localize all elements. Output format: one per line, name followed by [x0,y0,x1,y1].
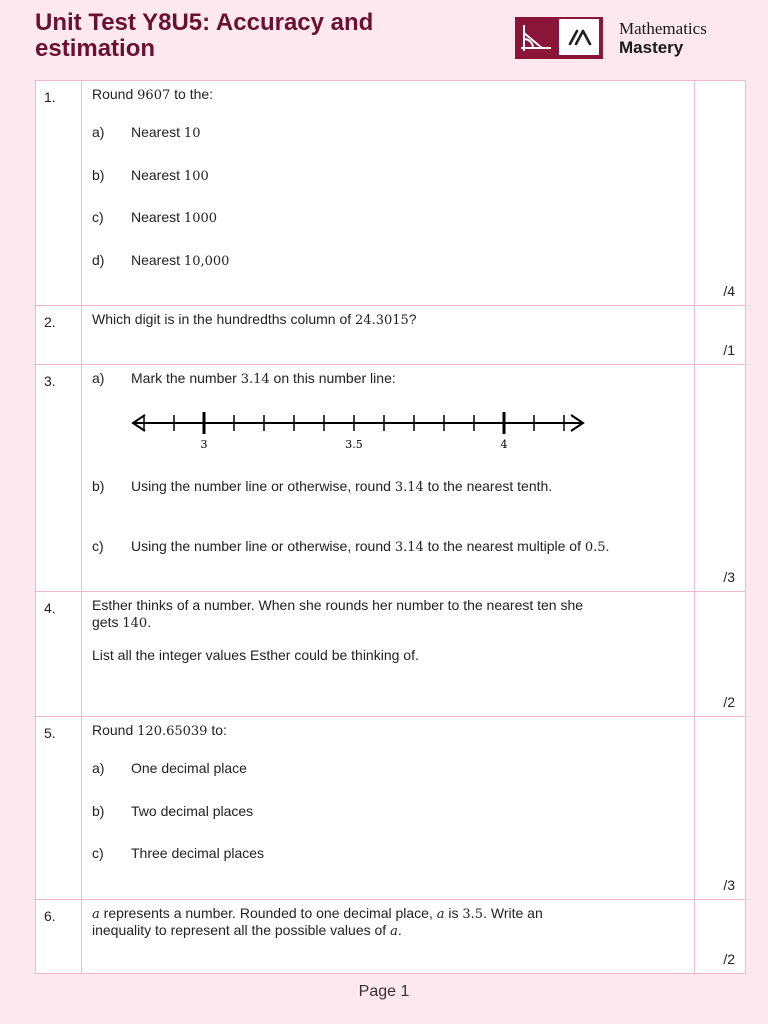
question-body [82,900,695,974]
sub-label: a) [92,124,105,140]
marks-cell [695,900,746,974]
sub-label: c) [92,845,104,861]
stem-number: 9607 [137,88,171,103]
question-body [82,306,695,365]
sub-label: c) [92,209,104,225]
number-line [127,407,597,452]
sub-text: Nearest 10 [131,124,201,141]
number-line-label: 4 [500,438,508,451]
marks-label: /4 [723,283,735,299]
sub-label: b) [92,803,105,819]
question-body [82,81,695,306]
question-number: 5. [36,717,82,900]
question-text-line: List all the integer values Esther could be thinking of. [92,647,419,663]
question-text-line: gets 140. [92,614,152,631]
mathematics-mastery-logo [515,17,603,59]
marks-cell [695,306,746,365]
sub-label: a) [92,370,105,386]
marks-cell [695,592,746,717]
logo-wordmark [619,19,707,57]
logo-mark-panel [559,19,599,55]
sub-text: Two decimal places [131,803,254,819]
sub-text: Using the number line or otherwise, round 3.14 to the nearest multiple of 0.5. [131,538,610,555]
sub-text: Using the number line or otherwise, round 3.14 to the nearest tenth. [131,478,553,495]
question-body [82,365,695,592]
marks-label: /3 [723,569,735,585]
geometry-compass-icon [515,17,559,59]
page-title: Unit Test Y8U5: Accuracy and estimation [35,9,374,62]
question-stem: Round 120.65039 to: [92,722,227,739]
sub-text: Nearest 100 [131,167,209,184]
sub-label: a) [92,760,105,776]
question-number: 3. [36,365,82,592]
question-row-6 [36,900,746,974]
stem-text: Round [92,86,138,102]
question-body [82,717,695,900]
question-row-3 [36,365,746,592]
question-stem: Which digit is in the hundredths column of 24.3015? [92,311,417,328]
question-number: 6. [36,900,82,974]
marks-label: /1 [723,342,735,358]
sub-label: b) [92,167,105,183]
stem-text-end: to the: [170,86,214,102]
sub-text: Nearest 1000 [131,209,218,226]
question-row-1 [36,81,746,306]
sub-label: c) [92,538,104,554]
sub-text: One decimal place [131,760,247,776]
question-table [35,80,746,974]
sub-label: b) [92,478,105,494]
question-row-4 [36,592,746,717]
sub-text: Three decimal places [131,845,265,861]
question-text-line: inequality to represent all the possible values of a. [92,922,402,939]
marks-label: /2 [723,951,735,967]
marks-cell [695,717,746,900]
sub-text: Nearest 10,000 [131,252,230,269]
marks-cell [695,365,746,592]
logo-line-mastery: Mastery [619,38,684,57]
question-text-line: Esther thinks of a number. When she rounds her number to the nearest ten she [92,597,584,613]
number-line-label: 3 [200,438,208,451]
marks-cell [695,81,746,306]
question-number: 4. [36,592,82,717]
question-number: 2. [36,306,82,365]
marks-label: /3 [723,877,735,893]
sub-label: d) [92,252,105,268]
page-number: Page 1 [358,983,410,1000]
marks-label: /2 [723,694,735,710]
question-row-2 [36,306,746,365]
question-stem [92,86,213,103]
question-body [82,592,695,717]
question-number: 1. [36,81,82,306]
mastery-peak-icon [559,19,599,55]
logo-line-mathematics: Mathematics [619,19,707,38]
sub-text: Mark the number 3.14 on this number line: [131,370,396,387]
number-line-label: 3.5 [345,438,363,451]
question-row-5 [36,717,746,900]
question-text-line: a represents a number. Rounded to one decimal place, a is 3.5. Write an [92,905,543,922]
